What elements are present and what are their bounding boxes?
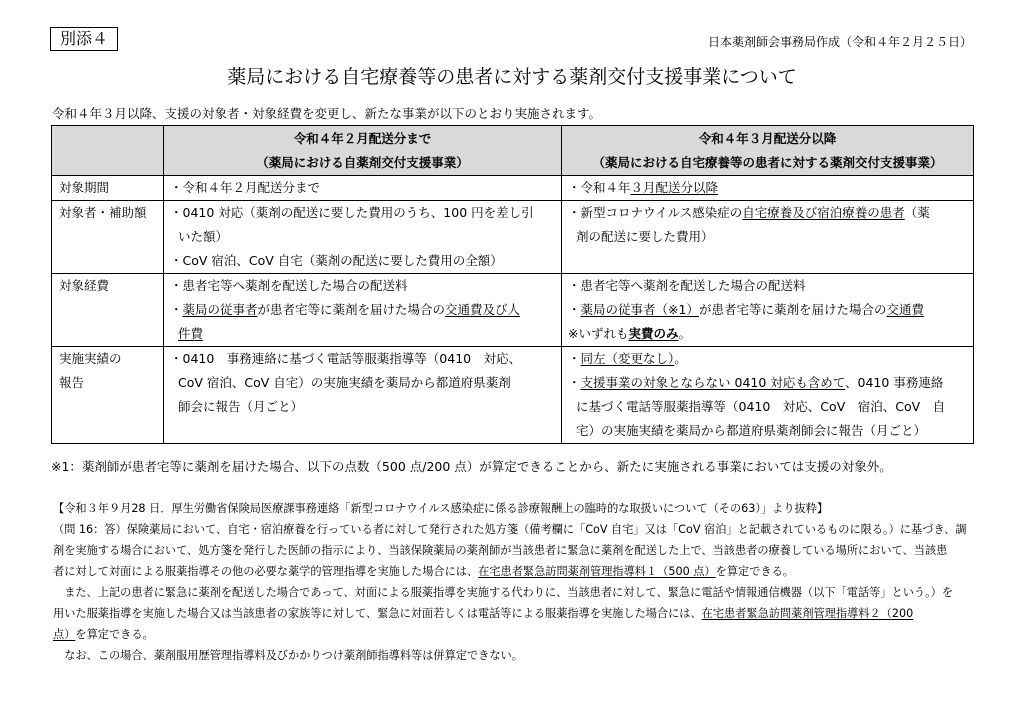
- cost-old-line3: [170, 322, 555, 346]
- report-new-line1-a: ・: [568, 351, 581, 366]
- excerpt-p1-line3-underlined: 在宅患者緊急訪問薬剤管理指導料１（500 点）: [478, 565, 716, 578]
- cost-new-line2-underlined: 薬局の従事者（※1）: [580, 302, 699, 317]
- excerpt-p2-line3-b: を算定できる。: [75, 628, 154, 641]
- excerpt-heading: 【令和３年９月28 日．厚生労働省保険局医療課事務連絡「新型コロナウイルス感染症に係る診療報酬上の臨時的な取扱いについて（その63）」より抜粋】: [53, 502, 829, 515]
- period-new-prefix: ・令和４年: [568, 180, 631, 195]
- table-row-target: [52, 201, 974, 274]
- table-header-row: [52, 126, 974, 176]
- excerpt-section: [53, 498, 983, 666]
- target-old-line3: ・CoV 宿泊、CoV 自宅（薬剤の配送に要した費用の全額）: [170, 253, 503, 268]
- comparison-table: [51, 125, 974, 444]
- report-label-line1: 実施実績の: [59, 351, 122, 366]
- cost-old-line2: [170, 298, 555, 322]
- intro-text: 令和４年３月以降、支援の対象者・対象経費を変更し、新たな事業が以下のとおり実施されます。: [52, 106, 602, 121]
- cost-old-line2-b: が患者宅等に薬剤を届けた場合の: [257, 302, 446, 317]
- header-new-line1: 令和４年３月配送分以降: [698, 131, 837, 146]
- excerpt-p2-line2-a: 用いた服薬指導を実施した場合又は当該患者の家族等に対して、緊急に対面若しくは電話等による服薬指導を実施した場合には、: [53, 607, 702, 620]
- report-new-line2-underlined: 支援事業の対象とならない 0410 対応も含めて: [580, 375, 846, 390]
- table-row-period: [52, 176, 974, 201]
- excerpt-p2-line3-underlined: 点）: [53, 628, 76, 641]
- cost-old-line3-underlined: 件費: [178, 326, 204, 341]
- cost-new-line2-underlined2: 交通費: [886, 302, 924, 317]
- report-new: [562, 347, 974, 444]
- header-new-line2: （薬局における自宅療養等の患者に対する薬剤交付支援事業）: [592, 155, 943, 170]
- target-new: [562, 201, 974, 274]
- cost-new-line1: ・患者宅等へ薬剤を配送した場合の配送料: [568, 278, 806, 293]
- report-old-line1: ・0410 事務連絡に基づく電話等服薬指導等（0410 対応、: [170, 351, 522, 366]
- period-old: [164, 176, 562, 201]
- excerpt-p2-line2-underlined: 在宅患者緊急訪問薬剤管理指導料２（200: [701, 607, 914, 620]
- cost-new-line2-b: が患者宅等に薬剤を届けた場合の: [698, 302, 887, 317]
- excerpt-p1-line3-a: 者に対して対面による服薬指導その他の必要な薬学的管理指導を実施した場合には、: [53, 565, 479, 578]
- report-new-line2: [568, 371, 967, 395]
- period-new: [562, 176, 974, 201]
- row-label-cost: 対象経費: [52, 274, 164, 347]
- header-empty-cell: [52, 126, 164, 176]
- excerpt-p2-line2: [53, 603, 983, 624]
- header-old-line1: 令和４年２月配送分まで: [293, 131, 432, 146]
- report-new-line2-a: ・: [568, 375, 581, 390]
- table-row-cost: [52, 274, 974, 347]
- table-row-report: [52, 347, 974, 444]
- target-new-line1-a: ・新型コロナウイルス感染症の: [568, 205, 743, 220]
- period-new-text: [568, 176, 967, 200]
- target-old: [164, 201, 562, 274]
- row-label-target: 対象者・補助額: [52, 201, 164, 274]
- report-old-line2: CoV 宿泊、CoV 自宅）の実施実績を薬局から都道府県薬剤: [178, 375, 511, 390]
- report-label-line2: 報告: [59, 375, 85, 390]
- excerpt-p2-line3: [53, 624, 983, 645]
- cost-old: [164, 274, 562, 347]
- excerpt-p3: なお、この場合、薬剤服用歴管理指導料及びかかりつけ薬剤師指導料等は併算定できない。: [53, 649, 523, 662]
- target-new-line1-underlined: 自宅療養及び宿泊療養の患者: [742, 205, 905, 220]
- report-new-line1-underlined: 同左（変更なし）: [580, 351, 675, 366]
- cost-new-line2: [568, 298, 967, 322]
- cost-old-line1: ・患者宅等へ薬剤を配送した場合の配送料: [170, 278, 408, 293]
- row-label-report: [52, 347, 164, 444]
- report-new-line4: 宅）の実施実績を薬局から都道府県薬剤師会に報告（月ごと）: [576, 423, 927, 438]
- report-new-line2-b: 、0410 事務連絡: [845, 375, 944, 390]
- header-new-program: [562, 126, 974, 176]
- cost-new: [562, 274, 974, 347]
- attachment-label: 別添４: [50, 27, 118, 51]
- header-old-program: [164, 126, 562, 176]
- period-new-underlined: ３月配送分以降: [630, 180, 719, 195]
- report-new-line1: [568, 347, 967, 371]
- excerpt-p1-line3-b: を算定できる。: [715, 565, 794, 578]
- cost-new-line3-a: ※いずれも: [568, 326, 629, 341]
- report-new-line3: に基づく電話等服薬指導等（0410 対応、CoV 宿泊、CoV 自: [576, 399, 946, 414]
- document-title: 薬局における自宅療養等の患者に対する薬剤交付支援事業について: [227, 66, 797, 88]
- footnote: ※1：薬剤師が患者宅等に薬剤を届けた場合、以下の点数（500 点/200 点）が算定できることから、新たに実施される事業においては支援の対象外。: [51, 459, 892, 474]
- header-old-line2: （薬局における自薬剤交付支援事業）: [256, 155, 469, 170]
- excerpt-p1-line1: （問 16：答）保険薬局において、自宅・宿泊療養を行っている者に対して発行された処方箋（備考欄に「CoV 自宅」又は「CoV 宿泊」と記載されているものに限る。）に基づき、調: [53, 523, 967, 536]
- target-new-line1-b: （薬: [904, 205, 930, 220]
- cost-old-line2-a: ・: [170, 302, 183, 317]
- cost-new-line3-bold: 実費のみ: [628, 326, 679, 341]
- report-old: [164, 347, 562, 444]
- cost-old-line2-underlined2: 交通費及び人: [445, 302, 521, 317]
- target-old-line1: ・0410 対応（薬剤の配送に要した費用のうち、100 円を差し引: [170, 205, 534, 220]
- cost-new-line2-a: ・: [568, 302, 581, 317]
- report-new-line1-b: 。: [674, 351, 687, 366]
- cost-old-line2-underlined: 薬局の従事者: [182, 302, 258, 317]
- target-old-line2: いた額）: [178, 229, 229, 244]
- excerpt-p1-line2: 剤を実施する場合において、処方箋を発行した医師の指示により、当該保険薬局の薬剤師が当該患者に緊急に薬剤を配送した上で、当該患者の療養している場所において、当該患: [53, 544, 948, 557]
- author-date: 日本薬剤師会事務局作成（令和４年２月２５日）: [707, 35, 972, 49]
- row-label-period: 対象期間: [52, 176, 164, 201]
- excerpt-p1-line3: [53, 561, 983, 582]
- excerpt-p2-line1: また、上記の患者に緊急に薬剤を配送した場合であって、対面による服薬指導を実施する代わりに、当該患者に対して、緊急に電話や情報通信機器（以下「電話等」という。）を: [53, 586, 954, 599]
- target-new-line2: 剤の配送に要した費用）: [576, 229, 714, 244]
- cost-new-line3-c: 。: [678, 326, 692, 341]
- report-old-line3: 師会に報告（月ごと）: [178, 399, 304, 414]
- period-old-text: ・令和４年２月配送分まで: [170, 180, 321, 195]
- target-new-line1: [568, 201, 967, 225]
- cost-new-line3: [568, 322, 967, 346]
